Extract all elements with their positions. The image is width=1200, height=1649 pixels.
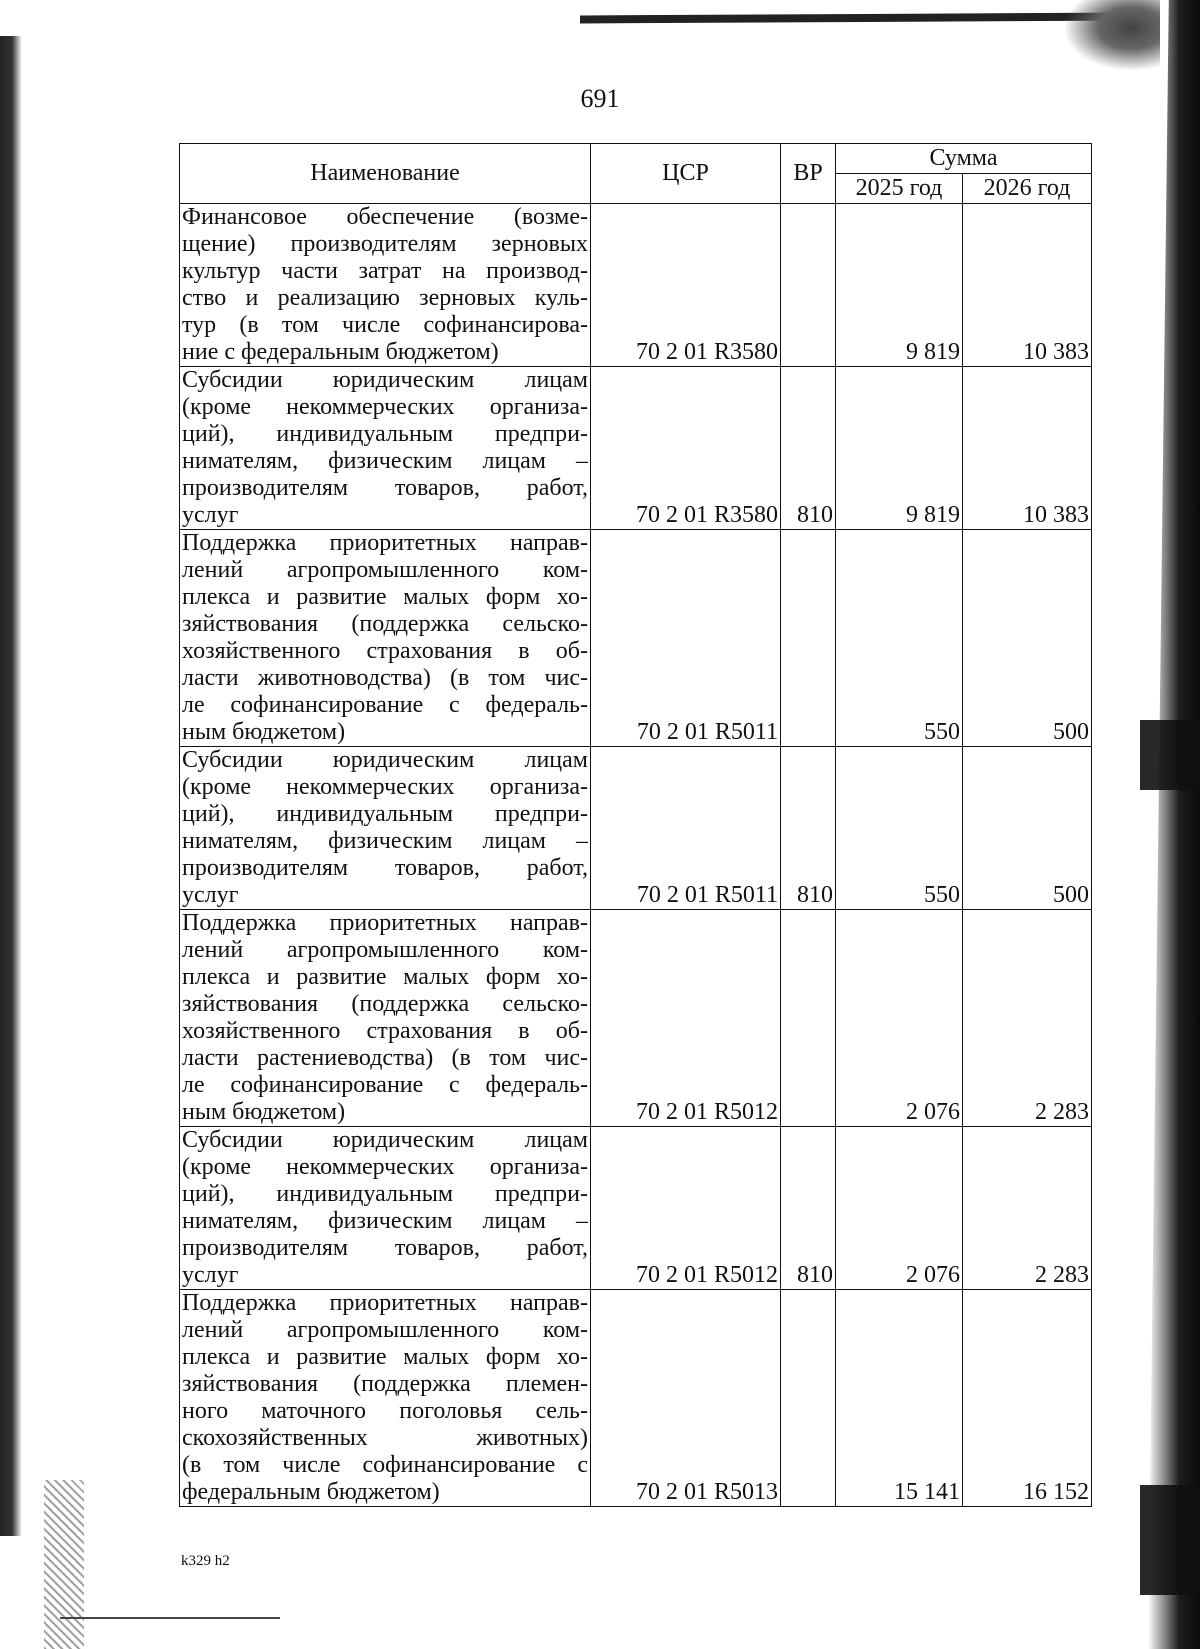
row-sum-2026: 500 bbox=[963, 747, 1092, 910]
scan-left-edge bbox=[0, 36, 22, 1536]
row-name-line: плекса и развитие малых форм хо- bbox=[182, 584, 588, 610]
budget-table bbox=[179, 143, 1092, 1507]
row-csr: 70 2 01 R5011 bbox=[591, 747, 781, 910]
row-name-line: хозяйственного страхования в об- bbox=[182, 1018, 588, 1044]
row-name-line: ций), индивидуальным предпри- bbox=[182, 421, 588, 447]
row-name-line: плекса и развитие малых форм хо- bbox=[182, 1344, 588, 1370]
row-name-line: (в том числе софинансирование с bbox=[182, 1452, 588, 1478]
row-name-line: лений агропромышленного ком- bbox=[182, 1317, 588, 1343]
row-name-line: Финансовое обеспечение (возме- bbox=[182, 204, 588, 230]
header-vr: ВР bbox=[781, 144, 836, 204]
scan-bottom-line bbox=[60, 1617, 280, 1619]
row-sum-2025: 550 bbox=[836, 747, 963, 910]
row-vr bbox=[781, 530, 836, 747]
row-name-line: нимателям, физическим лицам – bbox=[182, 448, 588, 474]
row-name-line: ле софинансирование с федераль- bbox=[182, 692, 588, 718]
row-csr: 70 2 01 R5012 bbox=[591, 910, 781, 1127]
row-name-line: ного маточного поголовья сель- bbox=[182, 1398, 588, 1424]
row-name-line: услуг bbox=[182, 882, 239, 908]
table-row bbox=[180, 530, 1092, 747]
row-csr: 70 2 01 R3580 bbox=[591, 367, 781, 530]
header-year-2026: 2026 год bbox=[963, 174, 1092, 204]
row-name-line: Поддержка приоритетных направ- bbox=[182, 1290, 588, 1316]
row-sum-2026: 10 383 bbox=[963, 367, 1092, 530]
row-name-line: щение) производителям зерновых bbox=[182, 231, 588, 257]
row-name-line: ций), индивидуальным предпри- bbox=[182, 1181, 588, 1207]
row-name-line: хозяйственного страхования в об- bbox=[182, 638, 588, 664]
row-name-line: ле софинансирование с федераль- bbox=[182, 1072, 588, 1098]
row-name-line: лений агропромышленного ком- bbox=[182, 557, 588, 583]
row-sum-2026: 500 bbox=[963, 530, 1092, 747]
row-name bbox=[180, 367, 591, 530]
scan-smudge bbox=[1140, 720, 1200, 790]
page-number: 691 bbox=[580, 84, 620, 113]
table-row bbox=[180, 1127, 1092, 1290]
table-row bbox=[180, 367, 1092, 530]
row-name-line: Субсидии юридическим лицам bbox=[182, 747, 588, 773]
row-name-line: услуг bbox=[182, 1262, 239, 1288]
scan-right-edge bbox=[1148, 0, 1200, 1649]
row-sum-2026: 10 383 bbox=[963, 204, 1092, 367]
row-name-line: услуг bbox=[182, 502, 239, 528]
row-sum-2026: 16 152 bbox=[963, 1290, 1092, 1507]
row-name-line: ций), индивидуальным предпри- bbox=[182, 801, 588, 827]
row-name-line: нимателям, физическим лицам – bbox=[182, 1208, 588, 1234]
footer-code: k329 h2 bbox=[181, 1553, 230, 1569]
row-sum-2025: 2 076 bbox=[836, 1127, 963, 1290]
row-vr: 810 bbox=[781, 367, 836, 530]
table-row bbox=[180, 204, 1092, 367]
row-name-line: зяйствования (поддержка племен- bbox=[182, 1371, 588, 1397]
scan-top-line bbox=[580, 13, 1140, 24]
row-name-line: (кроме некоммерческих организа- bbox=[182, 394, 588, 420]
row-csr: 70 2 01 R5011 bbox=[591, 530, 781, 747]
scan-noise bbox=[44, 1480, 84, 1649]
row-name-line: ласти животноводства) (в том чис- bbox=[182, 665, 588, 691]
row-vr bbox=[781, 1290, 836, 1507]
row-name bbox=[180, 1290, 591, 1507]
row-vr: 810 bbox=[781, 1127, 836, 1290]
row-name-line: (кроме некоммерческих организа- bbox=[182, 1154, 588, 1180]
row-sum-2025: 2 076 bbox=[836, 910, 963, 1127]
row-sum-2026: 2 283 bbox=[963, 910, 1092, 1127]
row-sum-2025: 15 141 bbox=[836, 1290, 963, 1507]
scan-corner-shadow bbox=[1065, 0, 1160, 70]
row-sum-2026: 2 283 bbox=[963, 1127, 1092, 1290]
row-name bbox=[180, 530, 591, 747]
row-sum-2025: 550 bbox=[836, 530, 963, 747]
row-name bbox=[180, 910, 591, 1127]
row-name-line: ласти растениеводства) (в том чис- bbox=[182, 1045, 588, 1071]
row-name-line: ние с федеральным бюджетом) bbox=[182, 339, 499, 365]
row-name-line: Субсидии юридическим лицам bbox=[182, 1127, 588, 1153]
row-name-line: лений агропромышленного ком- bbox=[182, 937, 588, 963]
header-year-2025: 2025 год bbox=[836, 174, 963, 204]
row-csr: 70 2 01 R5013 bbox=[591, 1290, 781, 1507]
row-name-line: производителям товаров, работ, bbox=[182, 855, 588, 881]
row-name-line: Субсидии юридическим лицам bbox=[182, 367, 588, 393]
table-row bbox=[180, 747, 1092, 910]
row-name-line: производителям товаров, работ, bbox=[182, 475, 588, 501]
row-name-line: Поддержка приоритетных направ- bbox=[182, 910, 588, 936]
row-name bbox=[180, 204, 591, 367]
row-name-line: плекса и развитие малых форм хо- bbox=[182, 964, 588, 990]
row-name bbox=[180, 1127, 591, 1290]
row-vr bbox=[781, 910, 836, 1127]
row-name-line: ным бюджетом) bbox=[182, 719, 346, 745]
header-name: Наименование bbox=[180, 144, 591, 204]
row-name-line: (кроме некоммерческих организа- bbox=[182, 774, 588, 800]
header-csr: ЦСР bbox=[591, 144, 781, 204]
row-name-line: ство и реализацию зерновых куль- bbox=[182, 285, 588, 311]
row-sum-2025: 9 819 bbox=[836, 204, 963, 367]
row-name-line: ным бюджетом) bbox=[182, 1099, 346, 1125]
row-name-line: скохозяйственных животных) bbox=[182, 1425, 588, 1451]
row-sum-2025: 9 819 bbox=[836, 367, 963, 530]
row-name-line: производителям товаров, работ, bbox=[182, 1235, 588, 1261]
table-body bbox=[180, 204, 1092, 1507]
row-name-line: федеральным бюджетом) bbox=[182, 1479, 440, 1505]
row-name-line: Поддержка приоритетных направ- bbox=[182, 530, 588, 556]
row-name bbox=[180, 747, 591, 910]
row-vr bbox=[781, 204, 836, 367]
row-name-line: нимателям, физическим лицам – bbox=[182, 828, 588, 854]
row-name-line: зяйствования (поддержка сельско- bbox=[182, 991, 588, 1017]
row-vr: 810 bbox=[781, 747, 836, 910]
table-row bbox=[180, 1290, 1092, 1507]
scan-smudge bbox=[1140, 1485, 1200, 1595]
row-csr: 70 2 01 R3580 bbox=[591, 204, 781, 367]
table-row bbox=[180, 910, 1092, 1127]
row-name-line: тур (в том числе софинансирова- bbox=[182, 312, 588, 338]
header-sum: Сумма bbox=[836, 144, 1092, 174]
row-name-line: культур части затрат на производ- bbox=[182, 258, 588, 284]
row-name-line: зяйствования (поддержка сельско- bbox=[182, 611, 588, 637]
row-csr: 70 2 01 R5012 bbox=[591, 1127, 781, 1290]
